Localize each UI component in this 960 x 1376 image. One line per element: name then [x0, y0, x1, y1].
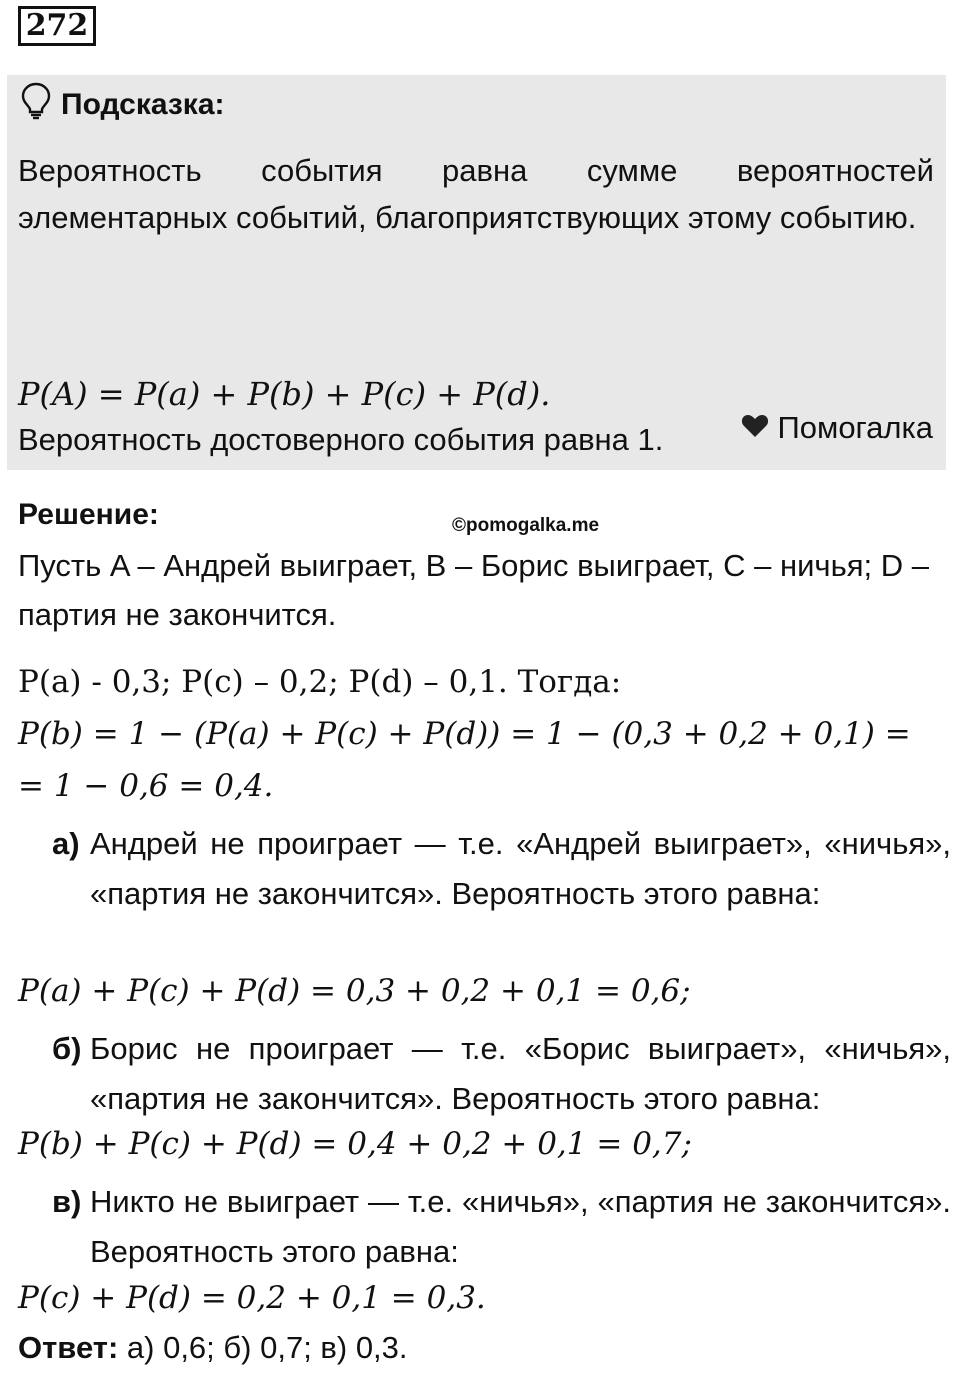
hint-fact: Вероятность достоверного события равна 1.: [18, 422, 664, 457]
part-b-label: б): [52, 1031, 82, 1066]
brand: [741, 410, 933, 446]
part-a-label: а): [52, 826, 80, 861]
hint-title: Подсказка:: [61, 88, 225, 121]
hint-box: [7, 75, 946, 470]
part-c-text: Никто не выиграет — т.е. «ничья», «партия не закончится». Вероятность этого равна:: [90, 1184, 951, 1269]
part-b: [52, 1024, 951, 1124]
answer-text: а) 0,6; б) 0,7; в) 0,3.: [126, 1330, 408, 1365]
part-c: [52, 1177, 951, 1277]
heart-icon: [741, 410, 777, 446]
part-b-formula: P(b) + P(c) + P(d) = 0,4 + 0,2 + 0,1 = 0,7;: [18, 1126, 692, 1162]
part-c-formula: P(c) + P(d) = 0,2 + 0,1 = 0,3.: [18, 1280, 486, 1316]
solution-intro: Пусть A – Андрей выиграет, B – Борис выиграет, C – ничья; D – партия не закончится.: [18, 548, 929, 632]
task-number: 272: [18, 6, 96, 46]
calc-line-1: P(b) = 1 − (P(a) + P(c) + P(d)) = 1 − (0,3 + 0,2 + 0,1) =: [18, 716, 911, 752]
calc-line-2: = 1 − 0,6 = 0,4.: [18, 768, 274, 804]
brand-name: Помогалка: [777, 410, 933, 445]
hint-formula: P(A) = P(a) + P(b) + P(c) + P(d).: [18, 375, 551, 413]
lightbulb-icon: [21, 82, 61, 128]
copyright: ©pomogalka.me: [452, 515, 600, 536]
part-a-formula: P(a) + P(c) + P(d) = 0,3 + 0,2 + 0,1 = 0,6;: [18, 973, 691, 1009]
solution-title: Решение:: [18, 498, 159, 531]
part-a-text: Андрей не проиграет — т.е. «Андрей выиграет», «ничья», «партия не закончится». Вероятность этого равна:: [90, 826, 951, 911]
answer: [18, 1330, 408, 1366]
part-c-label: в): [52, 1184, 82, 1219]
hint-text: Вероятность события равна сумме вероятностей элементарных событий, благоприятствующих этому событию.: [18, 153, 934, 235]
given-values: P(a) - 0,3; P(c) – 0,2; P(d) – 0,1. Тогда:: [18, 664, 622, 700]
part-a: [52, 819, 951, 919]
answer-label: Ответ:: [18, 1330, 119, 1365]
part-b-text: Борис не проиграет — т.е. «Борис выиграет», «ничья», «партия не закончится». Вероятность этого равна:: [90, 1031, 951, 1116]
hint-header: [21, 85, 225, 125]
